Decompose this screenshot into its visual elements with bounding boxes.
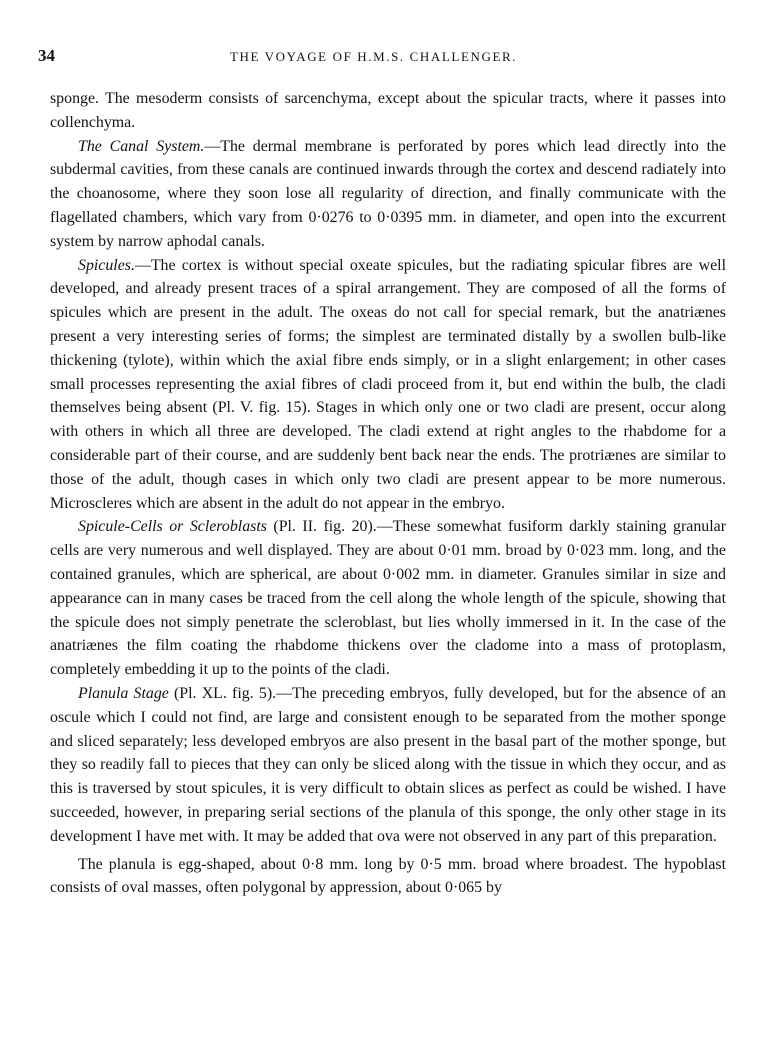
paragraph-planula-shape bbox=[50, 853, 726, 901]
paragraph-heading: Spicules. bbox=[78, 256, 135, 274]
paragraph-mesoderm bbox=[50, 87, 726, 135]
page-header bbox=[38, 46, 728, 70]
page-number: 34 bbox=[38, 46, 55, 65]
paragraph-canal-system bbox=[50, 135, 726, 254]
paragraph-heading: The Canal System. bbox=[78, 137, 205, 155]
paragraph-heading: Spicule-Cells or Scleroblasts bbox=[78, 518, 267, 536]
paragraph-text: (Pl. XL. fig. 5).—The preceding embryos, fully developed, but for the absence of an oscule which I could not find, are large and consistent enough to be separated from the mother sponge and sliced separately; less developed embryos are also present in the basal part of the mother sponge, but they so readily fall to pieces that they can only be sliced along with the tissue in which they occur, and as this is traversed by stout spicules, it is very difficult to obtain slices as perfect as could be wished. I have succeeded, however, in preparing serial sections of the planula of this sponge, the only other stage in its development I have met with. It may be added that ova were not observed in any part of this preparation. bbox=[50, 684, 726, 845]
running-title: THE VOYAGE OF H.M.S. CHALLENGER. bbox=[230, 49, 518, 64]
paragraph-planula-stage bbox=[50, 682, 726, 849]
paragraph-spicules bbox=[50, 254, 726, 516]
paragraph-text: (Pl. II. fig. 20).—These somewhat fusiform darkly staining granular cells are very numerous and well displayed. They are about 0·01 mm. broad by 0·023 mm. long, and the contained granules, which are spherical, are about 0·002 mm. in diameter. Granules similar in size and appearance can in many cases be traced from the cell along the whole length of the spicule, showing that the spicule does not simply penetrate the scleroblast, but lies wholly immersed in it. In the case of the anatriænes the film coating the rhabdome thickens over the cladome into a mass of protoplasm, completely embedding it up to the points of the cladi. bbox=[50, 518, 727, 679]
paragraph-text: The planula is egg-shaped, about 0·8 mm. long by 0·5 mm. broad where broadest. The hypoblast consists of oval masses, often polygonal by appression, about 0·065 by bbox=[50, 855, 726, 897]
paragraph-text: —The cortex is without special oxeate spicules, but the radiating spicular fibres are well developed, and already present traces of a spiral arrangement. They are composed of all the forms of spicules which are present in the adult. The oxeas do not call for special remark, but the anatriænes present a very interesting series of forms; the simplest are terminated distally by a swollen bulb-like thickening (tylote), within which the axial fibre ends simply, or in a slight enlargement; in other cases small processes representing the axial fibres of cladi proceed from it, but end within the bulb, the cladi themselves being absent (Pl. V. fig. 15). Stages in which only one or two cladi are present, occur along with others in which all three are developed. The cladi extend at right angles to the rhabdome for a considerable part of their course, and are suddenly bent back near the ends. The protriænes are similar to those of the adult, though cases in which only two cladi are present appear to be more numerous. Microscleres which are absent in the adult do not appear in the embryo. bbox=[50, 256, 726, 512]
paragraph-heading: Planula Stage bbox=[78, 684, 169, 702]
body-text bbox=[50, 87, 726, 900]
paragraph-text: sponge. The mesoderm consists of sarcenchyma, except about the spicular tracts, where it passes into collenchyma. bbox=[50, 90, 726, 131]
paragraph-text: —The dermal membrane is perforated by pores which lead directly into the subdermal cavities, from these canals are continued inwards through the cortex and descend radiately into the choanosome, where they soon lose all regularity of direction, and finally communicate with the flagellated chambers, which vary from 0·0276 to 0·0395 mm. in diameter, and open into the excurrent system by narrow aphodal canals. bbox=[50, 137, 727, 250]
paragraph-scleroblasts bbox=[50, 515, 726, 682]
